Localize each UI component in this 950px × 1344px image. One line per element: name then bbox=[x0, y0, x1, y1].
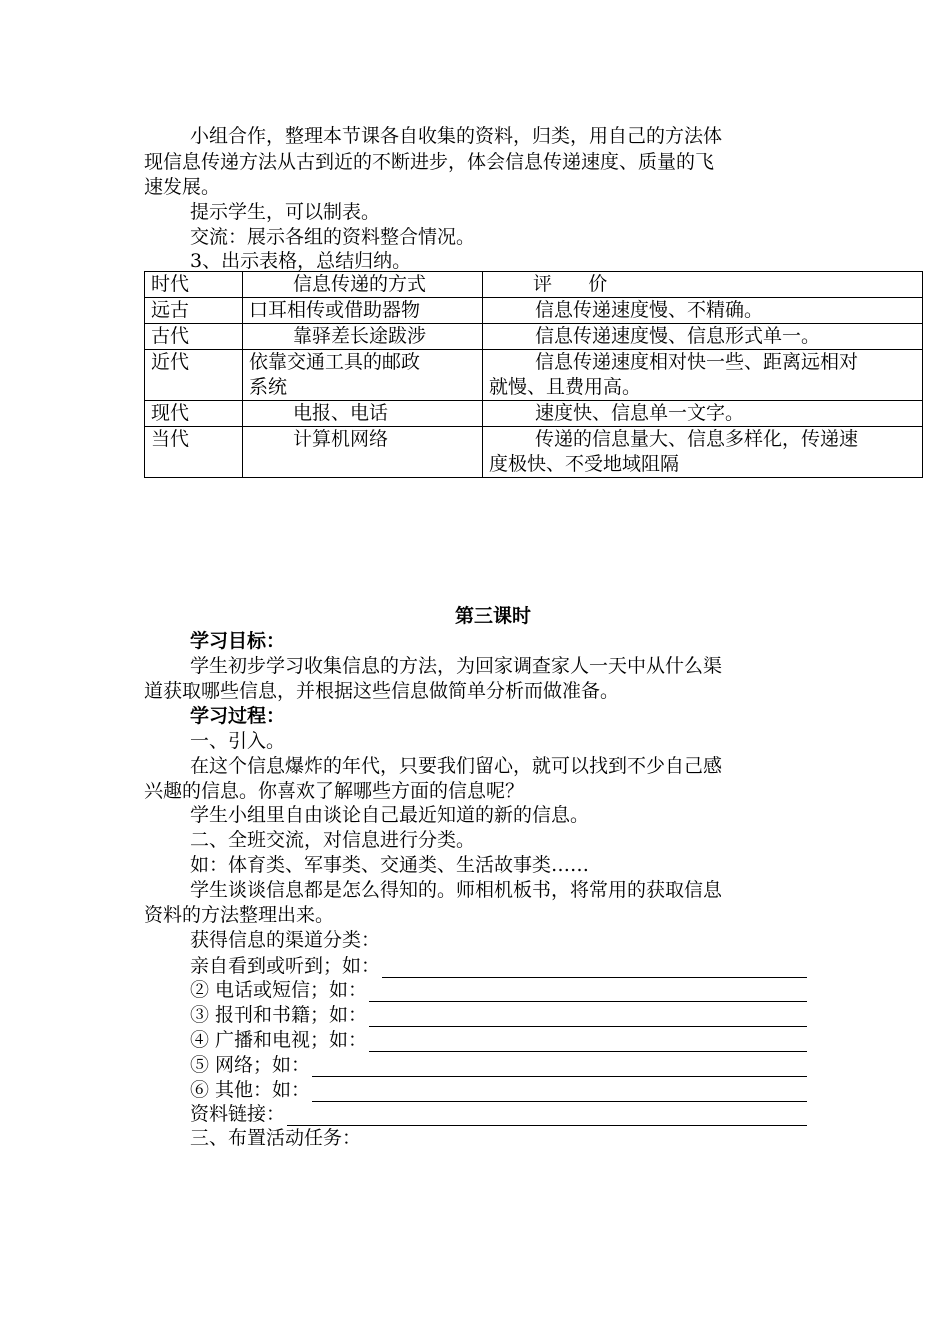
cell-method: 口耳相传或借助器物 bbox=[243, 298, 483, 324]
para3-line-1: 学生谈谈信息都是怎么得知的。师相机板书，将常用的获取信息 bbox=[190, 879, 723, 901]
cell-eval-line-2: 度极快、不受地域阻隔 bbox=[489, 453, 680, 475]
lesson-title: 第三课时 bbox=[455, 605, 532, 627]
para3-line-2: 资料的方法整理出来。 bbox=[144, 904, 335, 926]
channel-blank[interactable] bbox=[382, 957, 807, 978]
cell-method-line-1: 依靠交通工具的邮政 bbox=[249, 351, 421, 373]
header-era: 时代 bbox=[145, 272, 243, 298]
channels-heading: 获得信息的渠道分类： bbox=[190, 929, 381, 951]
channel-label: ② 电话或短信；如： bbox=[190, 979, 368, 1001]
goal-line-2: 道获取哪些信息，并根据这些信息做简单分析而做准备。 bbox=[144, 680, 620, 702]
cell-era: 当代 bbox=[145, 427, 243, 478]
cell-era: 远古 bbox=[145, 298, 243, 324]
cell-eval bbox=[483, 350, 923, 401]
cell-method: 计算机网络 bbox=[243, 427, 483, 478]
goal-heading: 学习目标： bbox=[190, 630, 286, 652]
channel-row bbox=[190, 1052, 807, 1077]
cell-era: 近代 bbox=[145, 350, 243, 401]
intro-line-2: 现信息传递方法从古到近的不断进步，体会信息传递速度、质量的飞 bbox=[144, 151, 715, 173]
cell-era: 古代 bbox=[145, 324, 243, 350]
table-row bbox=[145, 324, 923, 350]
channel-label: ③ 报刊和书籍；如： bbox=[190, 1004, 368, 1026]
para1-line-1: 在这个信息爆炸的年代，只要我们留心，就可以找到不少自己感 bbox=[190, 755, 723, 777]
cell-eval-line-1: 信息传递速度相对快一些、距离远相对 bbox=[535, 351, 859, 373]
summary-table bbox=[144, 271, 923, 478]
header-eval: 评 价 bbox=[483, 272, 923, 298]
channel-row bbox=[190, 1027, 807, 1052]
step1-line: 一、引入。 bbox=[190, 730, 286, 752]
cell-eval: 信息传递速度慢、不精确。 bbox=[483, 298, 923, 324]
channel-label: 亲自看到或听到；如： bbox=[190, 955, 381, 977]
channel-label: ⑥ 其他：如： bbox=[190, 1079, 311, 1101]
channel-blank[interactable] bbox=[312, 1056, 807, 1077]
link-blank[interactable] bbox=[287, 1105, 807, 1126]
cell-era: 现代 bbox=[145, 401, 243, 427]
table-row bbox=[145, 350, 923, 401]
channel-row bbox=[190, 1002, 807, 1027]
channel-blank[interactable] bbox=[369, 1006, 807, 1027]
channel-blank[interactable] bbox=[369, 981, 807, 1002]
cell-eval-line-2: 就慢、且费用高。 bbox=[489, 376, 642, 398]
cell-eval: 速度快、信息单一文字。 bbox=[483, 401, 923, 427]
channel-row bbox=[190, 977, 807, 1002]
para2-line: 学生小组里自由谈论自己最近知道的新的信息。 bbox=[190, 804, 590, 826]
exchange-line: 交流：展示各组的资料整合情况。 bbox=[190, 226, 476, 248]
link-label: 资料链接： bbox=[190, 1103, 286, 1125]
intro-line-3: 速发展。 bbox=[144, 176, 221, 198]
table-row bbox=[145, 401, 923, 427]
step2-line: 二、全班交流，对信息进行分类。 bbox=[190, 829, 476, 851]
cell-method bbox=[243, 350, 483, 401]
channel-blank[interactable] bbox=[369, 1031, 807, 1052]
cell-eval-line-1: 传递的信息量大、信息多样化，传递速 bbox=[535, 428, 859, 450]
example-line: 如：体育类、军事类、交通类、生活故事类…… bbox=[190, 854, 590, 876]
channel-blank[interactable] bbox=[312, 1081, 807, 1102]
link-row bbox=[190, 1101, 807, 1126]
para1-line-2: 兴趣的信息。你喜欢了解哪些方面的信息呢？ bbox=[144, 780, 525, 802]
table-row bbox=[145, 298, 923, 324]
channel-label: ⑤ 网络；如： bbox=[190, 1054, 311, 1076]
goal-line-1: 学生初步学习收集信息的方法，为回家调查家人一天中从什么渠 bbox=[190, 655, 723, 677]
process-heading: 学习过程： bbox=[190, 705, 286, 727]
cell-method: 靠驿差长途跋涉 bbox=[243, 324, 483, 350]
step3-task-line: 三、布置活动任务： bbox=[190, 1127, 362, 1149]
cell-eval bbox=[483, 427, 923, 478]
intro-line-1: 小组合作，整理本节课各自收集的资料，归类，用自己的方法体 bbox=[190, 125, 723, 147]
channel-label: ④ 广播和电视；如： bbox=[190, 1029, 368, 1051]
table-row bbox=[145, 427, 923, 478]
cell-eval: 信息传递速度慢、信息形式单一。 bbox=[483, 324, 923, 350]
cell-method: 电报、电话 bbox=[243, 401, 483, 427]
header-method: 信息传递的方式 bbox=[243, 272, 483, 298]
hint-line: 提示学生，可以制表。 bbox=[190, 201, 381, 223]
table-header-row bbox=[145, 272, 923, 298]
step3-line: 3、出示表格，总结归纳。 bbox=[190, 250, 412, 272]
cell-method-line-2: 系统 bbox=[249, 376, 288, 398]
